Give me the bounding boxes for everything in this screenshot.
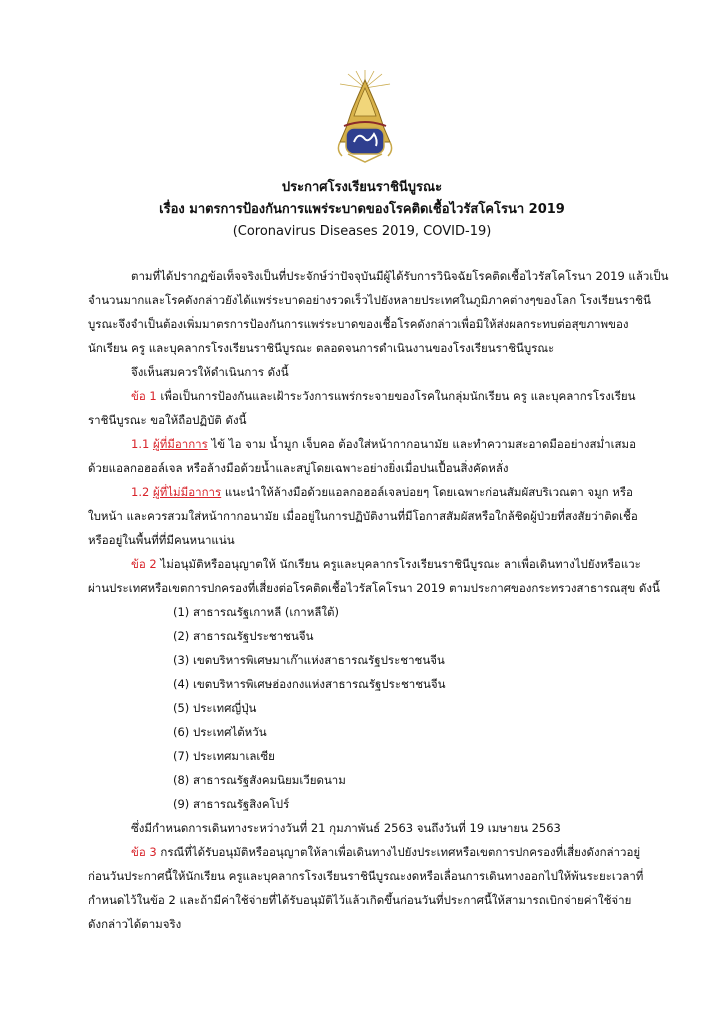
item3-label: ข้อ 3 [131, 845, 157, 859]
item1-text: เพื่อเป็นการป้องกันและเฝ้าระวังการแพร่กระจายของโรคในกลุ่มนักเรียน ครู และบุคลากรโรงเรียน [160, 389, 636, 403]
country-list-item: (2) สาธารณรัฐประชาชนจีน [173, 629, 314, 643]
sub2-text: แนะนำให้ล้างมือด้วยแอลกอฮอล์เจลบ่อยๆ โดยเฉพาะก่อนสัมผัสบริเวณตา จมูก หรือ [224, 485, 633, 499]
item1-line: ราชินีบูรณะ ขอให้ถือปฏิบัติ ดังนี้ [88, 413, 247, 427]
item2-label: ข้อ 2 [131, 557, 157, 571]
item3-line: ก่อนวันประกาศนี้ให้นักเรียน ครูและบุคลากรโรงเรียนราชินีบูรณะงดหรือเลื่อนการเดินทางออกไปให้พ้นระยะเวลาที่ [88, 869, 644, 883]
announcement-subject: เรื่อง มาตรการป้องกันการแพร่ระบาดของโรคติดเชื้อไวรัสโคโรนา 2019 [159, 202, 565, 217]
item1-label: ข้อ 1 [131, 389, 157, 403]
item3-line: ดังกล่าวได้ตามจริง [88, 917, 182, 931]
intro-line: บูรณะจึงจำเป็นต้องเพิ่มมาตรการป้องกันการแพร่ระบาดของเชื้อโรคดังกล่าวเพื่อมิให้ส่งผลกระทบต่อสุขภาพของ [88, 317, 629, 331]
item3-line [131, 844, 640, 860]
intro-line: จึงเห็นสมควรให้ดำเนินการ ดังนี้ [131, 365, 289, 379]
intro-line: นักเรียน ครู และบุคลากรโรงเรียนราชินีบูรณะ ตลอดจนการดำเนินงานของโรงเรียนราชินีบูรณะ [88, 341, 555, 355]
country-list-item: (5) ประเทศญี่ปุ่น [173, 701, 257, 715]
school-emblem-icon [334, 66, 396, 164]
item1-sub2-line [131, 484, 633, 500]
item3-text: กรณีที่ได้รับอนุมัติหรืออนุญาตให้ลาเพื่อเดินทางไปยังประเทศหรือเขตการปกครองที่เสี่ยงดังกล่าวอยู่ [160, 845, 641, 859]
item1-sub2-line: ใบหน้า และควรสวมใส่หน้ากากอนามัย เมื่ออยู่ในการปฏิบัติงานที่มีโอกาสสัมผัสหรือใกล้ชิดผู้ป่วยที่สงสัยว่าติดเชื้อ [88, 509, 638, 523]
item2-line [131, 556, 641, 572]
country-list-item: (8) สาธารณรัฐสังคมนิยมเวียดนาม [173, 773, 346, 787]
sub2-label: ผู้ที่ไม่มีอาการ [152, 485, 222, 499]
item2-line: ผ่านประเทศหรือเขตการปกครองที่เสี่ยงต่อโรคติดเชื้อไวรัสโคโรนา 2019 ตามประกาศของกระทรวงสาธารณสุข ดังนี้ [88, 581, 660, 595]
intro-line: จำนวนมากและโรคดังกล่าวยังได้แพร่ระบาดอย่างรวดเร็วไปยังหลายประเทศในภูมิภาคต่างๆของโลก โรงเรียนราชินี [88, 293, 651, 307]
announcement-title: ประกาศโรงเรียนราชินีบูรณะ [281, 180, 443, 195]
announcement-subtitle: (Coronavirus Diseases 2019, COVID-19) [232, 224, 492, 239]
travel-period: ซึ่งมีกำหนดการเดินทางระหว่างวันที่ 21 กุมภาพันธ์ 2563 จนถึงวันที่ 19 เมษายน 2563 [131, 821, 561, 835]
country-list-item: (4) เขตบริหารพิเศษฮ่องกงแห่งสาธารณรัฐประชาชนจีน [173, 677, 446, 691]
country-list-item: (1) สาธารณรัฐเกาหลี (เกาหลีใต้) [173, 605, 339, 619]
country-list-item: (7) ประเทศมาเลเซีย [173, 749, 275, 763]
item1-sub1-line [131, 436, 636, 452]
item1-line [131, 388, 636, 404]
country-list-item: (9) สาธารณรัฐสิงคโปร์ [173, 797, 290, 811]
country-list-item: (6) ประเทศไต้หวัน [173, 725, 267, 739]
sub2-number: 1.2 [131, 485, 150, 499]
item2-text: ไม่อนุมัติหรืออนุญาตให้ นักเรียน ครูและบุคลากรโรงเรียนราชินีบูรณะ ลาเพื่อเดินทางไปยังหรือแวะ [160, 557, 641, 571]
sub1-text: ไข้ ไอ จาม น้ำมูก เจ็บคอ ต้องใส่หน้ากากอนามัย และทำความสะอาดมืออย่างสม่ำเสมอ [211, 437, 637, 451]
item1-sub1-line: ด้วยแอลกอฮอล์เจล หรือล้างมือด้วยน้ำและสบู่โดยเฉพาะอย่างยิ่งเมื่อปนเปื้อนสิ่งคัดหลั่ง [88, 461, 509, 475]
country-list-item: (3) เขตบริหารพิเศษมาเก๊าแห่งสาธารณรัฐประชาชนจีน [173, 653, 445, 667]
item1-sub2-line: หรืออยู่ในพื้นที่ที่มีคนหนาแน่น [88, 533, 235, 547]
intro-line: ตามที่ได้ปรากฏข้อเท็จจริงเป็นที่ประจักษ์ว่าปัจจุบันมีผู้ได้รับการวินิจฉัยโรคติดเชื้อไวรัสโคโรนา 2019 แล้วเป็น [131, 269, 669, 283]
sub1-number: 1.1 [131, 437, 150, 451]
sub1-label: ผู้ที่มีอาการ [152, 437, 208, 451]
item3-line: กำหนดไว้ในข้อ 2 และถ้ามีค่าใช้จ่ายที่ได้รับอนุมัติไว้แล้วเกิดขึ้นก่อนวันที่ประกาศนี้ให้สามารถเบิกจ่ายค่าใช้จ่าย [88, 893, 632, 907]
